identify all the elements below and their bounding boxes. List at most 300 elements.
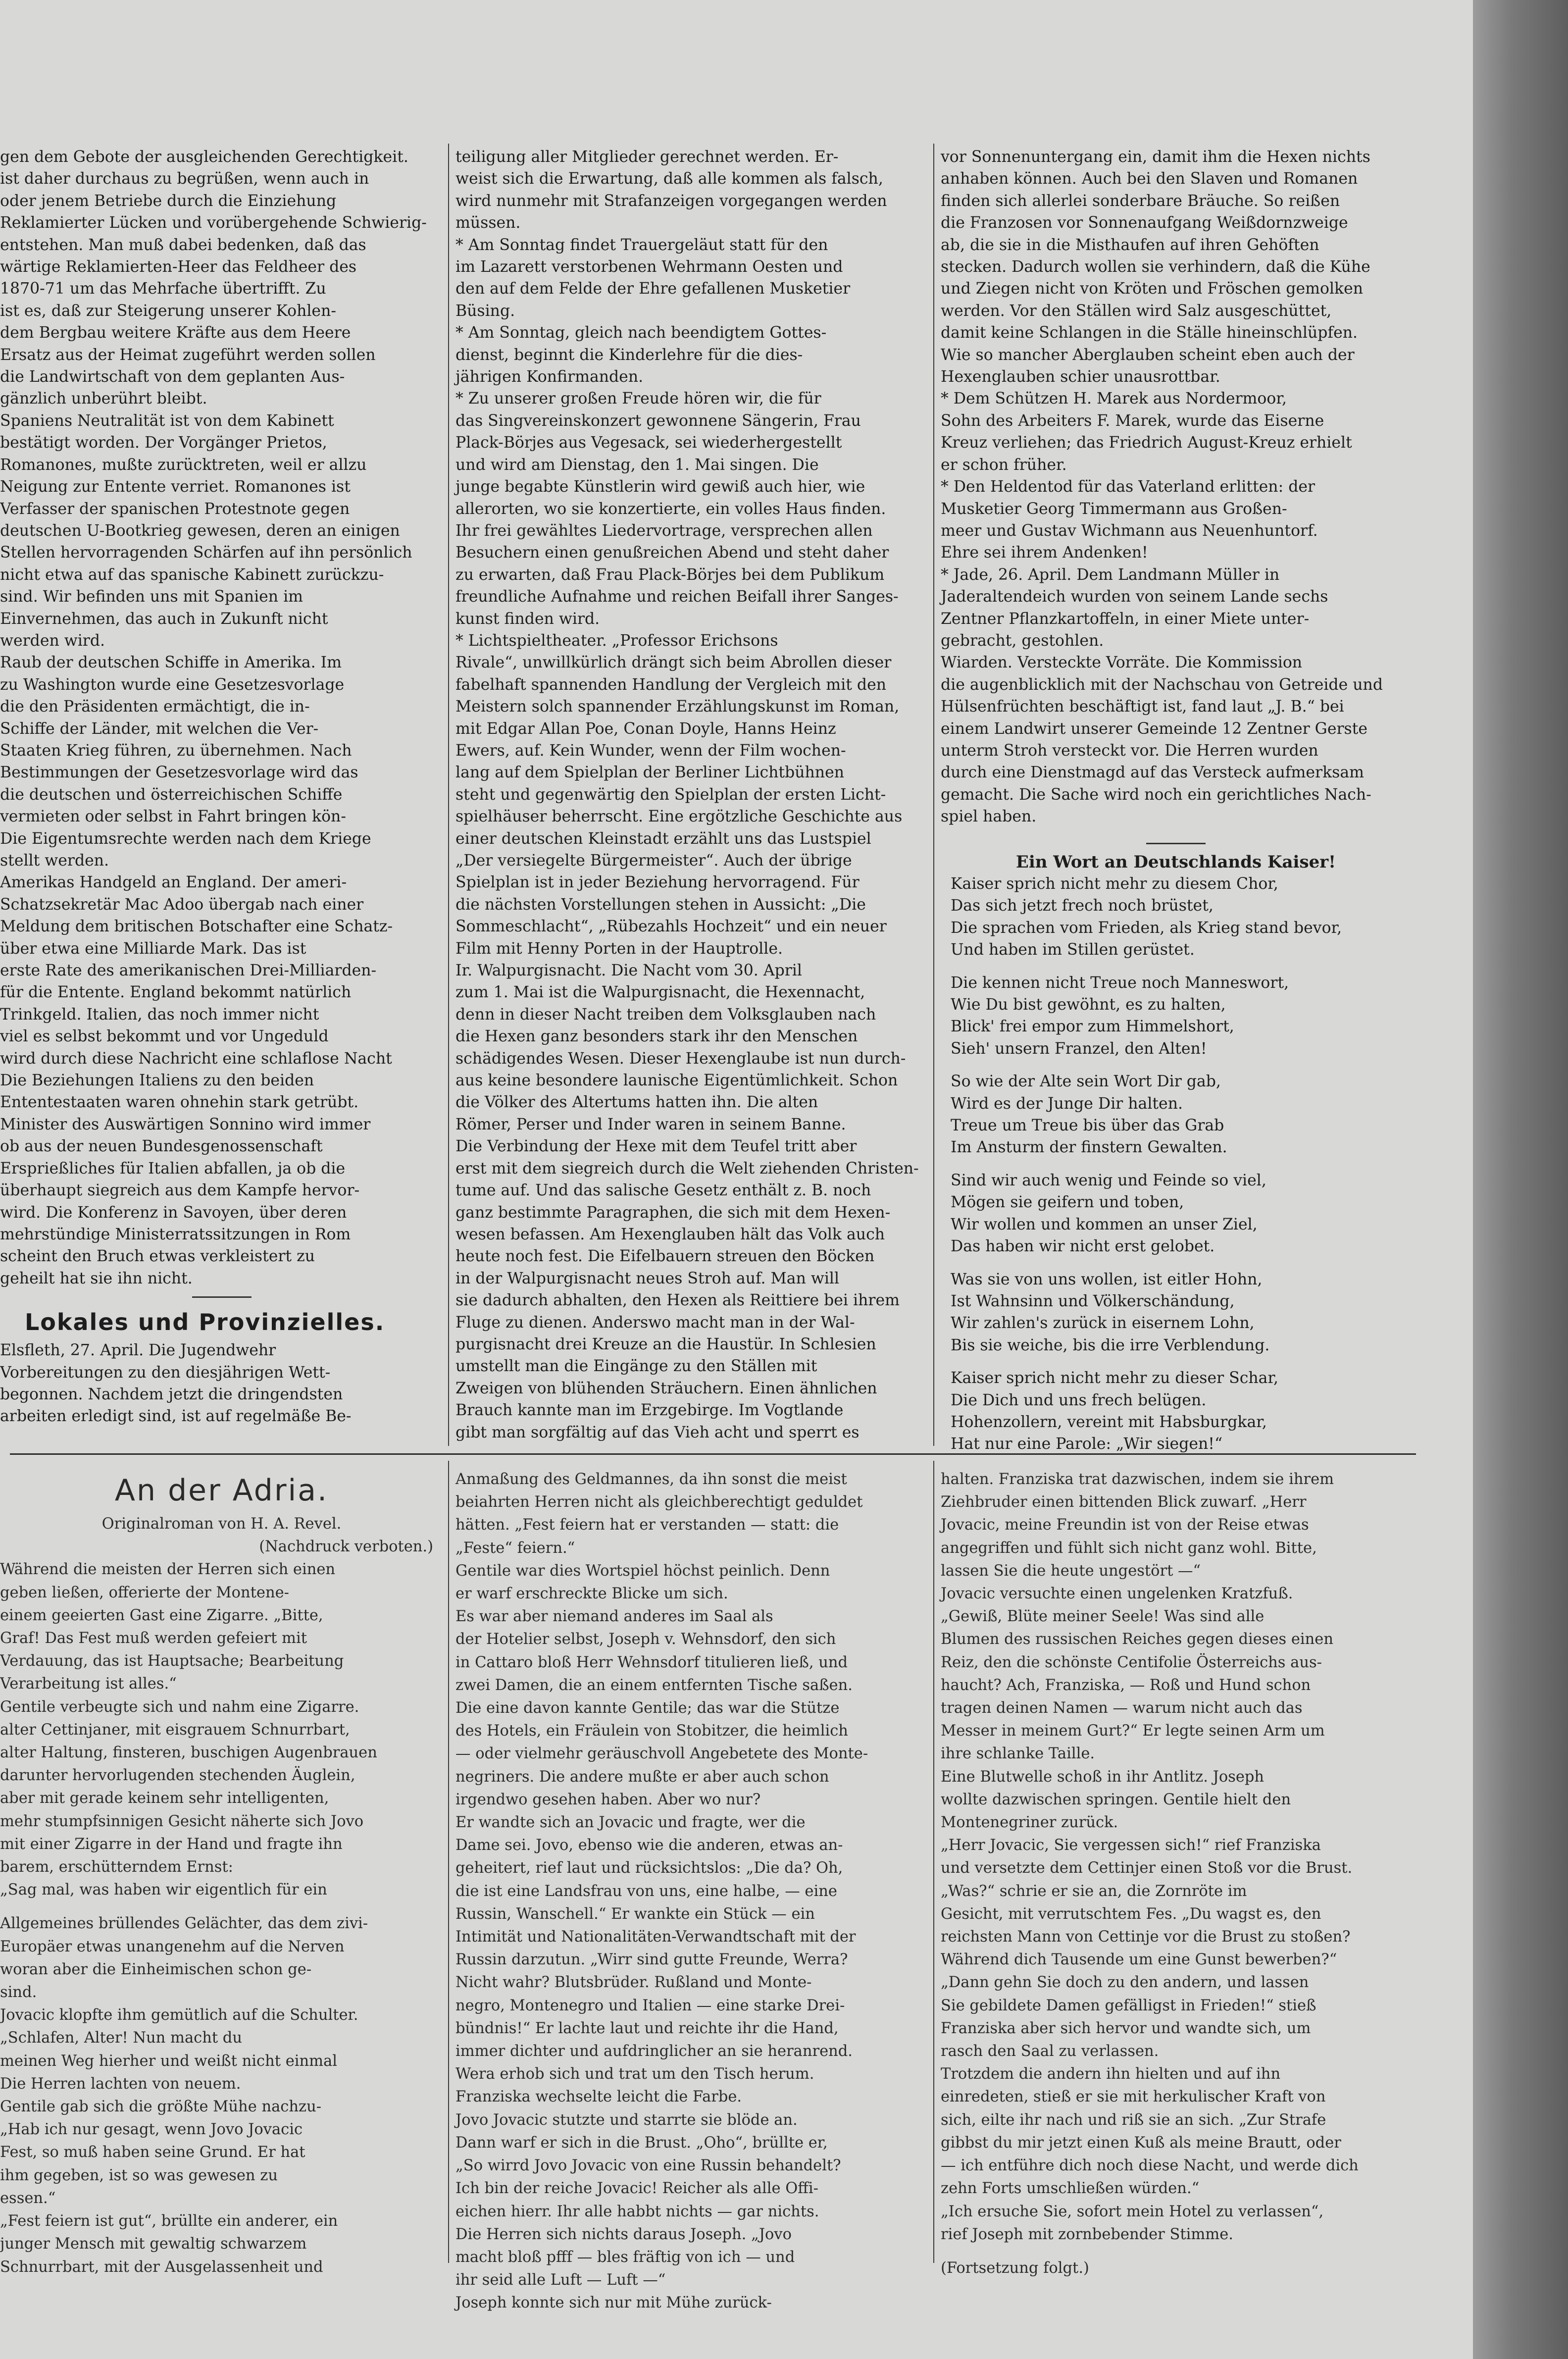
poem-line: Bis sie weiche, bis die irre Verblendung. [951, 1336, 1270, 1354]
text-line: Franziska wechselte leicht die Farbe. [455, 2088, 742, 2106]
text-line: Sie gebildete Damen gefälligst in Frieden!“ stieß [941, 1997, 1316, 2014]
column-rule [933, 1461, 934, 2263]
text-line: müssen. [455, 214, 521, 232]
text-line: Russin darzutun. „Wirr sind gutte Freunde, Werra? [455, 1951, 848, 1969]
upper-column-2 [455, 146, 928, 1443]
text-line: Ewers, auf. Kein Wunder, wenn der Film wochen- [455, 741, 846, 760]
text-line: hätten. „Fest feiern hat er verstanden — statt: die [455, 1516, 839, 1534]
text-line: einem Landwirt unserer Gemeinde 12 Zentner Gerste [941, 719, 1367, 738]
text-line: — ich entführe dich noch diese Nacht, und werde dich [941, 2157, 1359, 2175]
text-line: umstellt man die Eingänge zu den Ställen mit [455, 1357, 817, 1376]
text-line: ab, die sie in die Misthaufen auf ihren Gehöften [941, 236, 1319, 254]
text-line: Wera erhob sich und trat um den Tisch herum. [455, 2065, 814, 2083]
text-line: sie dadurch abhalten, den Hexen als Reittiere bei ihrem [455, 1291, 900, 1310]
upper-column-2-body [455, 146, 928, 1443]
feuilleton-column-3-body [941, 1468, 1411, 2280]
text-line: eichen hierr. Ihr alle habbt nichts — gar nichts. [455, 2203, 819, 2220]
text-line: die den Präsidenten ermächtigt, die in- [0, 698, 310, 716]
text-line: Die eine davon kannte Gentile; das war die Stütze [455, 1699, 840, 1717]
text-line: oder jenem Betriebe durch die Einziehung [0, 192, 337, 210]
text-line: teiligung aller Mitglieder gerechnet werden. Er- [455, 148, 839, 166]
text-line: Verfasser der spanischen Protestnote gegen [0, 500, 350, 518]
text-line: Schatzsekretär Mac Adoo übergab nach einer [0, 895, 364, 914]
text-line: Reiz, den die schönste Centifolie Österreichs aus- [941, 1653, 1322, 1671]
text-line: sich, eilte ihr nach und riß sie an sich. „Zur Strafe [941, 2111, 1326, 2129]
text-line: Messer in meinem Gurt?“ Er legte seinen Arm um [941, 1722, 1325, 1740]
text-line: mit Edgar Allan Poe, Conan Doyle, Hanns Heinz [455, 719, 836, 738]
text-line: und wird am Dienstag, den 1. Mai singen. Die [455, 456, 819, 474]
text-line: tragen deinen Namen — warum nicht auch das [941, 1699, 1303, 1717]
text-line: angegriffen und fühlt sich nicht ganz wohl. Bitte, [941, 1539, 1317, 1557]
text-line: meer und Gustav Wichmann aus Neuenhuntorf. [941, 521, 1318, 540]
text-line: Ersatz aus der Heimat zugeführt werden sollen [0, 346, 376, 364]
text-line: Jovacic klopfte ihm gemütlich auf die Schulter. [0, 2006, 358, 2024]
text-line: alter Cettinjaner, mit eisgrauem Schnurrbart, [0, 1721, 350, 1739]
text-line: Montenegriner zurück. [941, 1814, 1118, 1832]
poem-line: Wir zahlen's zurück in eisernem Lohn, [951, 1314, 1255, 1333]
text-line: die ist eine Landsfrau von uns, eine halbe, — eine [455, 1882, 837, 1900]
text-line: die Völker des Altertums hatten ihn. Die alten [455, 1093, 818, 1112]
text-line: Jovacic versuchte einen ungelenken Kratzfuß. [941, 1585, 1293, 1603]
text-line: sind. Wir befinden uns mit Spanien im [0, 588, 303, 606]
text-line: * Jade, 26. April. Dem Landmann Müller in [941, 565, 1280, 584]
text-line: Ihr frei gewähltes Liedervortrage, versprechen allen [455, 521, 873, 540]
text-line: Verdauung, das ist Hauptsache; Bearbeitung [0, 1652, 344, 1670]
text-line: lassen Sie die heute ungestört —“ [941, 1562, 1201, 1580]
poem [941, 873, 1411, 1455]
text-line: „Fest feiern ist gut“, brüllte ein anderer, ein [0, 2212, 338, 2230]
text-line: junger Mensch mit gewaltig schwarzem [0, 2235, 307, 2253]
text-line: deutschen U-Bootkrieg gewesen, deren an einigen [0, 521, 400, 540]
poem-title: Ein Wort an Deutschlands Kaiser! [1015, 852, 1336, 872]
text-line: das Singvereinskonzert gewonnene Sängerin, Frau [455, 411, 861, 430]
text-line: Jaderaltendeich wurden von seinem Lande sechs [941, 588, 1328, 606]
text-line: Vorbereitungen zu den diesjährigen Wett- [0, 1363, 331, 1382]
text-line: Dann warf er sich in die Brust. „Oho“, brüllte er, [455, 2134, 828, 2152]
text-line: Spielplan ist in jeder Beziehung hervorragend. Für [455, 873, 860, 892]
poem-line: Wie Du bist gewöhnt, es zu halten, [951, 996, 1226, 1014]
text-line: Zentner Pflanzkartoffeln, in einer Miete unter- [941, 610, 1310, 628]
text-line: „Der versiegelte Bürgermeister“. Auch der übrige [455, 852, 852, 870]
text-line: „Schlafen, Alter! Nun macht du [0, 2029, 242, 2047]
text-line: * Am Sonntag, gleich nach beendigtem Gottes- [455, 324, 827, 342]
text-line: Trinkgeld. Italien, das noch immer nicht [0, 1005, 319, 1024]
text-line: weist sich die Erwartung, daß alle kommen als falsch, [455, 170, 883, 188]
text-line: allerorten, wo sie konzertierte, ein volles Haus finden. [455, 500, 886, 518]
poem-line: Und haben im Stillen gerüstet. [951, 941, 1195, 959]
text-line: Amerikas Handgeld an England. Der ameri- [0, 873, 347, 892]
text-line: Während dich Tausende um eine Gunst bewerben?“ [941, 1951, 1337, 1969]
text-line: Eine Blutwelle schoß in ihr Antlitz. Joseph [941, 1768, 1265, 1786]
poem-line [951, 1258, 1411, 1269]
text-line: „Feste“ feiern.“ [455, 1539, 575, 1557]
text-line: erste Rate des amerikanischen Drei-Milliarden- [0, 962, 377, 980]
text-line: vermieten oder selbst in Fahrt bringen kön- [0, 808, 346, 826]
text-line: Zweigen von blühenden Sträuchern. Einen ähnlichen [455, 1379, 877, 1397]
text-line: im Lazarett verstorbenen Wehrmann Oesten und [455, 258, 843, 276]
text-line: Die Beziehungen Italiens zu den beiden [0, 1072, 314, 1090]
text-line: wird durch diese Nachricht eine schlaflose Nacht [0, 1049, 392, 1068]
text-line: Fest, so muß haben seine Grund. Er hat [0, 2144, 305, 2161]
text-line: wesen befassen. Am Hexenglauben hält das Volk auch [455, 1225, 885, 1243]
poem-line: Wir wollen und kommen an unser Ziel, [951, 1215, 1258, 1233]
text-line: „Sag mal, was haben wir eigentlich für ein [0, 1881, 327, 1899]
poem-line: So wie der Alte sein Wort Dir gab, [951, 1073, 1221, 1091]
text-line: Plack-Börjes aus Vegesack, sei wiederhergestellt [455, 434, 842, 452]
text-line: die Franzosen vor Sonnenaufgang Weißdornzweige [941, 214, 1348, 232]
text-line: beiahrten Herren nicht als gleichberechtigt geduldet [455, 1493, 863, 1511]
poem-line: Ist Wahnsinn und Völkerschändung, [951, 1292, 1235, 1310]
text-line: Ententestaaten waren ohnehin stark getrübt. [0, 1093, 359, 1112]
text-line: rasch den Saal zu verlassen. [941, 2043, 1159, 2060]
text-line: Musketier Georg Timmermann aus Großen- [941, 500, 1287, 518]
text-line: Minister des Auswärtigen Sonnino wird immer [0, 1115, 371, 1133]
text-line: über etwa eine Milliarde Mark. Das ist [0, 939, 306, 958]
text-line: gibbst du mir jetzt einen Kuß als meine Brautt, oder [941, 2134, 1341, 2152]
text-line: erst mit dem siegreich durch die Welt ziehenden Christen- [455, 1159, 919, 1178]
text-line: gen dem Gebote der ausgleichenden Gerechtigkeit. [0, 148, 408, 166]
text-line: wird nunmehr mit Strafanzeigen vorgegangen werden [455, 192, 887, 210]
text-line: Blumen des russischen Reiches gegen dieses einen [941, 1631, 1333, 1648]
text-line: aber mit gerade keinem sehr intelligenten, [0, 1790, 329, 1807]
poem-line: Blick' frei empor zum Himmelshort, [951, 1018, 1234, 1036]
text-line: gemacht. Die Sache wird noch ein gerichtliches Nach- [941, 785, 1371, 804]
text-line: begonnen. Nachdem jetzt die dringendsten [0, 1385, 343, 1403]
column-rule [933, 144, 934, 1446]
text-line: (Fortsetzung folgt.) [941, 2259, 1089, 2277]
text-line: mit einer Zigarre in der Hand und fragte ihn [0, 1835, 343, 1853]
text-line: Sommeschlacht“, „Rübezahls Hochzeit“ und ein neuer [455, 918, 887, 936]
text-line: * Am Sonntag findet Trauergeläut statt für den [455, 236, 828, 254]
text-line: jährigen Konfirmanden. [455, 368, 644, 386]
text-line: Elsfleth, 27. April. Die Jugendwehr [0, 1341, 276, 1360]
text-line: überhaupt siegreich aus dem Kampfe hervor- [0, 1181, 360, 1200]
text-line: die nächsten Vorstellungen stehen in Aussicht: „Die [455, 895, 866, 914]
text-line: Film mit Henny Porten in der Hauptrolle. [455, 939, 783, 958]
poem-line: Das sich jetzt frech noch brüstet, [951, 897, 1214, 915]
poem-line [951, 961, 1411, 972]
text-line: wärtige Reklamierten-Heer das Feldheer des [0, 258, 357, 276]
text-line: Nicht wahr? Blutsbrüder. Rußland und Monte- [455, 1974, 812, 1992]
text-line: Gentile war dies Wortspiel höchst peinlich. Denn [455, 1562, 830, 1580]
column-rule [448, 1461, 449, 2263]
text-line: Gentile gab sich die größte Mühe nachzu- [0, 2098, 322, 2116]
poem-line: Sind wir auch wenig und Feinde so viel, [951, 1171, 1266, 1189]
poem-line: Im Ansturm der finstern Gewalten. [951, 1138, 1227, 1157]
text-line: ist daher durchaus zu begrüßen, wenn auch in [0, 170, 369, 188]
upper-column-1-body [0, 146, 443, 1289]
text-line: dem Bergbau weitere Kräfte aus dem Heere [0, 324, 351, 342]
text-line: einer deutschen Kleinstadt erzählt uns das Lustspiel [455, 829, 871, 848]
text-line: ob aus der neuen Bundesgenossenschaft [0, 1137, 323, 1156]
text-line: Neigung zur Entente verriet. Romanones ist [0, 478, 351, 496]
novel-author: Originalroman von H. A. Revel. [101, 1515, 342, 1533]
poem-line: Was sie von uns wollen, ist eitler Hohn, [951, 1270, 1263, 1288]
feuilleton-column-2 [455, 1468, 928, 2312]
text-line: essen.“ [0, 2189, 56, 2207]
text-line: fabelhaft spannenden Handlung der Vergleich mit den [455, 675, 887, 694]
text-line: Sohn des Arbeiters F. Marek, wurde das Eiserne [941, 411, 1324, 430]
text-line: halten. Franziska trat dazwischen, indem sie ihrem [941, 1471, 1334, 1488]
upper-column-1 [0, 146, 443, 1443]
text-line: werden wird. [0, 631, 105, 650]
poem-line [951, 1356, 1411, 1367]
text-line: negro, Montenegro und Italien — eine starke Drei- [455, 1997, 845, 2014]
text-line: Ziehbruder einen bittenden Blick zuwarf. „Herr [941, 1493, 1307, 1511]
text-line: sind. [0, 1984, 37, 2001]
text-line: „Ich ersuche Sie, sofort mein Hotel zu verlassen“, [941, 2203, 1324, 2220]
poem-line: Hat nur eine Parole: „Wir siegen!“ [951, 1435, 1223, 1453]
text-line: Während die meisten der Herren sich einen [0, 1561, 336, 1579]
text-line: irgendwo gesehen haben. Aber wo nur? [455, 1791, 761, 1808]
text-line: freundliche Aufnahme und reichen Beifall ihrer Sanges- [455, 588, 899, 606]
text-line: junge begabte Künstlerin wird gewiß auch hier, wie [455, 478, 865, 496]
feuilleton-column-2-body [455, 1468, 928, 2315]
text-line: „Dann gehn Sie doch zu den andern, und lassen [941, 1974, 1309, 1992]
text-line: Es war aber niemand anderes im Saal als [455, 1608, 773, 1626]
text-line: in der Walpurgisnacht neues Stroh auf. Man will [455, 1269, 840, 1287]
text-line: den auf dem Felde der Ehre gefallenen Musketier [455, 280, 851, 298]
text-line: für die Entente. England bekommt natürlich [0, 983, 352, 1002]
text-line: Fluge zu dienen. Anderswo macht man in der Wal- [455, 1313, 855, 1332]
text-line [0, 1901, 443, 1912]
text-line: reichsten Mann von Cettinje vor die Brust zu stoßen? [941, 1928, 1351, 1946]
text-line: Romanones, mußte zurücktreten, weil er allzu [0, 456, 367, 474]
text-line: macht bloß pfff — bles fräftig von ich — und [455, 2248, 795, 2266]
text-line: tume auf. Und das salische Gesetz enthält z. B. noch [455, 1181, 871, 1200]
text-line: ganz bestimmte Paragraphen, die sich mit dem Hexen- [455, 1203, 891, 1222]
text-line: zu Washington wurde eine Gesetzesvorlage [0, 675, 345, 694]
text-line: nicht etwa auf das spanische Kabinett zurückzu- [0, 565, 384, 584]
poem-line: Kaiser sprich nicht mehr zu dieser Schar, [951, 1369, 1279, 1387]
text-line: Ehre sei ihrem Andenken! [941, 544, 1148, 562]
text-line: woran aber die Einheimischen schon ge- [0, 1960, 312, 1978]
text-line: Jovo Jovacic stutzte und starrte sie blöde an. [455, 2111, 798, 2129]
text-line: bestätigt worden. Der Vorgänger Prietos, [0, 434, 327, 452]
reprint-notice: (Nachdruck verboten.) [259, 1538, 433, 1556]
text-line: kunst finden wird. [455, 610, 600, 628]
text-line: Brauch kannte man im Erzgebirge. Im Vogtlande [455, 1401, 844, 1420]
text-line: zehn Forts umschließen würden.“ [941, 2180, 1200, 2198]
text-line: Franziska aber sich hervor und wandte sich, um [941, 2019, 1311, 2037]
text-line: zum 1. Mai ist die Walpurgisnacht, die Hexennacht, [455, 983, 865, 1002]
text-line: alter Haltung, finsteren, buschigen Augenbrauen [0, 1744, 377, 1762]
text-line: heute noch fest. Die Eifelbauern streuen den Böcken [455, 1247, 875, 1266]
text-line: spiel haben. [941, 808, 1037, 826]
text-line: werden. Vor den Ställen wird Salz ausgeschüttet, [941, 302, 1332, 320]
poem-line: Die Dich und uns frech belügen. [951, 1391, 1207, 1409]
text-line: geheilt hat sie ihn nicht. [0, 1269, 193, 1287]
text-line: durch eine Dienstmagd auf das Versteck aufmerksam [941, 764, 1365, 782]
poem-line: Die kennen nicht Treue noch Manneswort, [951, 974, 1289, 992]
text-line: ihr seid alle Luft — Luft —“ [455, 2271, 666, 2289]
text-line: vor Sonnenuntergang ein, damit ihm die Hexen nichts [941, 148, 1370, 166]
text-line: Dame sei. Jovo, ebenso wie die anderen, etwas an- [455, 1837, 843, 1854]
text-line: stellt werden. [0, 852, 109, 870]
poem-line: Sieh' unsern Franzel, den Alten! [951, 1039, 1207, 1058]
text-line: Spaniens Neutralität ist von dem Kabinett [0, 411, 334, 430]
text-line: „So wirrd Jovo Jovacic von eine Russin behandelt? [455, 2157, 841, 2175]
upper-column-1-tail [0, 1339, 443, 1428]
text-line: Allgemeines brüllendes Gelächter, das dem zivi- [0, 1915, 368, 1933]
text-line [941, 2246, 1411, 2257]
text-line: viel es selbst bekommt und vor Ungeduld [0, 1027, 329, 1046]
text-line: * Zu unserer großen Freude hören wir, die für [455, 390, 821, 408]
text-line: Ir. Walpurgisnacht. Die Nacht vom 30. April [455, 962, 802, 980]
text-line: Die Verbindung der Hexe mit dem Teufel tritt aber [455, 1137, 857, 1156]
text-line: Russin, Wanschell.“ Er wankte ein Stück — ein [455, 1905, 815, 1923]
text-line: geben ließen, offerierte der Montene- [0, 1584, 289, 1601]
text-line: steht und gegenwärtig den Spielplan der ersten Licht- [455, 785, 886, 804]
text-line: Intimität und Nationalitäten-Verwandtschaft mit der [455, 1928, 856, 1946]
text-line: Bestimmungen der Gesetzesvorlage wird das [0, 764, 358, 782]
text-line: Graf! Das Fest muß werden gefeiert mit [0, 1630, 307, 1647]
text-line: Joseph konnte sich nur mit Mühe zurück- [455, 2294, 772, 2312]
text-line: Meistern solch spannender Erzählungskunst im Roman, [455, 698, 900, 716]
text-line: Er wandte sich an Jovacic und fragte, wer die [455, 1814, 806, 1832]
text-line: Trotzdem die andern ihn hielten und auf ihn [941, 2065, 1281, 2083]
text-line: einredeten, stieß er sie mit herkulischer Kraft von [941, 2088, 1326, 2106]
text-line: meinen Weg hierher und weißt nicht einmal [0, 2052, 338, 2070]
poem-line: Kaiser sprich nicht mehr zu diesem Chor, [951, 875, 1278, 893]
text-line: Gentile verbeugte sich und nahm eine Zigarre. [0, 1698, 359, 1716]
text-line: scheint den Bruch etwas verkleistert zu [0, 1247, 315, 1266]
text-line: Jovacic, meine Freundin ist von der Reise etwas [941, 1516, 1309, 1534]
poem-line: Hohenzollern, vereint mit Habsburgkar, [951, 1413, 1267, 1431]
text-line: Die Herren lachten von neuem. [0, 2075, 241, 2093]
text-line: haucht? Ach, Franziska, — Roß und Hund schon [941, 1676, 1311, 1694]
feuilleton-column-1-body [0, 1558, 443, 2278]
text-line: Ersprießliches für Italien abfallen, ja ob die [0, 1159, 346, 1178]
text-line: aus keine besondere launische Eigentümlichkeit. Schon [455, 1072, 898, 1090]
text-line: die deutschen und österreichischen Schiffe [0, 785, 343, 804]
text-line: Ich bin der reiche Jovacic! Reicher als alle Offi- [455, 2180, 818, 2198]
text-line: 1870-71 um das Mehrfache übertrifft. Zu [0, 280, 326, 298]
text-line: er schon früher. [941, 456, 1067, 474]
feuilleton-column-3 [941, 1468, 1411, 2277]
text-line: die augenblicklich mit der Nachschau von Getreide und [941, 675, 1383, 694]
text-line: in Cattaro bloß Herr Wehnsdorf titulieren ließ, und [455, 1653, 848, 1671]
text-line: negriners. Die andere mußte er aber auch schon [455, 1768, 829, 1786]
text-line: und Ziegen nicht von Kröten und Fröschen gemolken [941, 280, 1364, 298]
text-line: spielhäuser beherrscht. Eine ergötzliche Geschichte aus [455, 808, 903, 826]
text-line: Römer, Perser und Inder waren in seinem Banne. [455, 1115, 846, 1133]
text-line: einem geeierten Gast eine Zigarre. „Bitte, [0, 1606, 323, 1624]
poem-line: Mögen sie geifern und toben, [951, 1193, 1184, 1212]
text-line: Wiarden. Versteckte Vorräte. Die Kommission [941, 654, 1303, 672]
text-line: unterm Stroh versteckt vor. Die Herren wurden [941, 741, 1318, 760]
text-line: ihm gegeben, ist so was gewesen zu [0, 2166, 278, 2184]
text-line: lang auf dem Spielplan der Berliner Lichtbühnen [455, 764, 845, 782]
section-heading: Lokales und Provinzielles. [25, 1309, 385, 1336]
text-line: purgisnacht drei Kreuze an die Haustür. In Schlesien [455, 1335, 876, 1353]
text-line: * Den Heldentod für das Vaterland erlitten: der [941, 478, 1315, 496]
text-line: ist es, daß zur Steigerung unserer Kohlen- [0, 302, 337, 320]
poem-line: Treue um Treue bis über das Grab [951, 1117, 1224, 1135]
text-line: Hülsenfrüchten beschäftigt ist, fand laut „J. B.“ bei [941, 698, 1344, 716]
text-line: „Gewiß, Blüte meiner Seele! Was sind alle [941, 1608, 1265, 1626]
upper-column-3 [941, 146, 1411, 1453]
text-line: Einvernehmen, das auch in Zukunft nicht [0, 610, 328, 628]
text-line: * Dem Schützen H. Marek aus Nordermoor, [941, 390, 1287, 408]
text-line: barem, erschütterndem Ernst: [0, 1858, 233, 1876]
novel-title: An der Adria. [114, 1473, 329, 1508]
text-line: ihre schlanke Taille. [941, 1745, 1095, 1763]
text-line: stecken. Dadurch wollen sie verhindern, daß die Kühe [941, 258, 1370, 276]
text-line: Raub der deutschen Schiffe in Amerika. Im [0, 654, 342, 672]
text-line: gibt man sorgfältig auf das Vieh acht und sperrt es [455, 1423, 860, 1441]
text-line: mehr stumpfsinnigen Gesicht näherte sich Jovo [0, 1812, 364, 1830]
text-line: Staaten Krieg führen, zu übernehmen. Nach [0, 741, 352, 760]
upper-column-3-body [941, 146, 1411, 828]
text-line: Meldung dem britischen Botschafter eine Schatz- [0, 918, 393, 936]
text-line: — oder vielmehr geräuschvoll Angebetete des Monte- [455, 1745, 868, 1763]
text-line: wird. Die Konferenz in Savoyen, über deren [0, 1203, 347, 1222]
text-line: * Lichtspieltheater. „Professor Erichsons [455, 631, 778, 650]
text-line: Anmaßung des Geldmannes, da ihn sonst die meist [455, 1471, 847, 1488]
text-line: Die Eigentumsrechte werden nach dem Kriege [0, 829, 371, 848]
text-line: die Landwirtschaft von dem geplanten Aus- [0, 368, 345, 386]
text-line: immer dichter und aufdringlicher an sie heranrend. [455, 2043, 853, 2060]
text-line: entstehen. Man muß dabei bedenken, daß das [0, 236, 366, 254]
text-line: finden sich allerlei sonderbare Bräuche. So reißen [941, 192, 1340, 210]
text-line: Reklamierter Lücken und vorübergehende Schwierig- [0, 214, 427, 232]
text-line: schädigendes Wesen. Dieser Hexenglaube ist nun durch- [455, 1049, 906, 1068]
text-line: bündnis!“ Er lachte laut und reichte ihr die Hand, [455, 2019, 839, 2037]
poem-line: Das haben wir nicht erst gelobet. [951, 1237, 1215, 1256]
poem-line: Wird es der Junge Dir halten. [951, 1094, 1183, 1113]
text-line: Wie so mancher Aberglauben scheint eben auch der [941, 346, 1355, 364]
text-line: Gesicht, mit verrutschtem Fes. „Du wagst es, den [941, 1905, 1321, 1923]
text-line: des Hotels, ein Fräulein von Stobitzer, die heimlich [455, 1722, 848, 1740]
poem-line [951, 1060, 1411, 1071]
poem-line [951, 1159, 1411, 1170]
text-line: Büsing. [455, 302, 515, 320]
text-line: Kreuz verliehen; das Friedrich August-Kreuz erhielt [941, 434, 1352, 452]
column-separator [192, 1296, 252, 1298]
text-line: Rivale“, unwillkürlich drängt sich beim Abrollen dieser [455, 654, 892, 672]
text-line: Besuchern einen genußreichen Abend und steht daher [455, 544, 889, 562]
column-rule [448, 144, 449, 1446]
text-line: Die Herren sich nichts daraus Joseph. „Jovo [455, 2225, 792, 2243]
text-line: „Was?“ schrie er sie an, die Zornröte im [941, 1882, 1247, 1900]
text-line: „Hab ich nur gesagt, wenn Jovo Jovacic [0, 2121, 303, 2139]
text-line: Europäer etwas unangenehm auf die Nerven [0, 1938, 345, 1955]
text-line: wollte dazwischen springen. Gentile hielt den [941, 1791, 1291, 1808]
text-line: geheitert, rief laut und rücksichtslos: „Die da? Oh, [455, 1859, 843, 1877]
feuilleton-column-1 [0, 1468, 443, 2276]
text-line: rief Joseph mit zornbebender Stimme. [941, 2225, 1233, 2243]
text-line: damit keine Schlangen in die Ställe hineinschlüpfen. [941, 324, 1358, 342]
text-line: mehrstündige Ministerratssitzungen in Rom [0, 1225, 351, 1243]
text-line: gebracht, gestohlen. [941, 631, 1104, 650]
feuilleton-divider [10, 1453, 1416, 1455]
text-line: Verarbeitung ist alles.“ [0, 1675, 177, 1693]
text-line: Hexenglauben schier unausrottbar. [941, 368, 1220, 386]
text-line: darunter hervorlugenden stechenden Äuglein, [0, 1767, 355, 1785]
text-line: der Hotelier selbst, Joseph v. Wehnsdorf, den sich [455, 1631, 836, 1648]
text-line: dienst, beginnt die Kinderlehre für die dies- [455, 346, 803, 364]
text-line: „Herr Jovacic, Sie vergessen sich!“ rief Franziska [941, 1837, 1321, 1854]
text-line: gänzlich unberührt bleibt. [0, 390, 207, 408]
text-line: Schiffe der Länder, mit welchen die Ver- [0, 719, 319, 738]
text-line: und versetzte dem Cettinjer einen Stoß vor die Brust. [941, 1859, 1353, 1877]
scanner-background [1473, 0, 1568, 2359]
text-line: anhaben können. Auch bei den Slaven und Romanen [941, 170, 1358, 188]
text-line: Stellen hervorragenden Schärfen auf ihn persönlich [0, 544, 412, 562]
text-line: zu erwarten, daß Frau Plack-Börjes bei dem Publikum [455, 565, 885, 584]
text-line: die Hexen ganz besonders stark ihr den Menschen [455, 1027, 858, 1046]
